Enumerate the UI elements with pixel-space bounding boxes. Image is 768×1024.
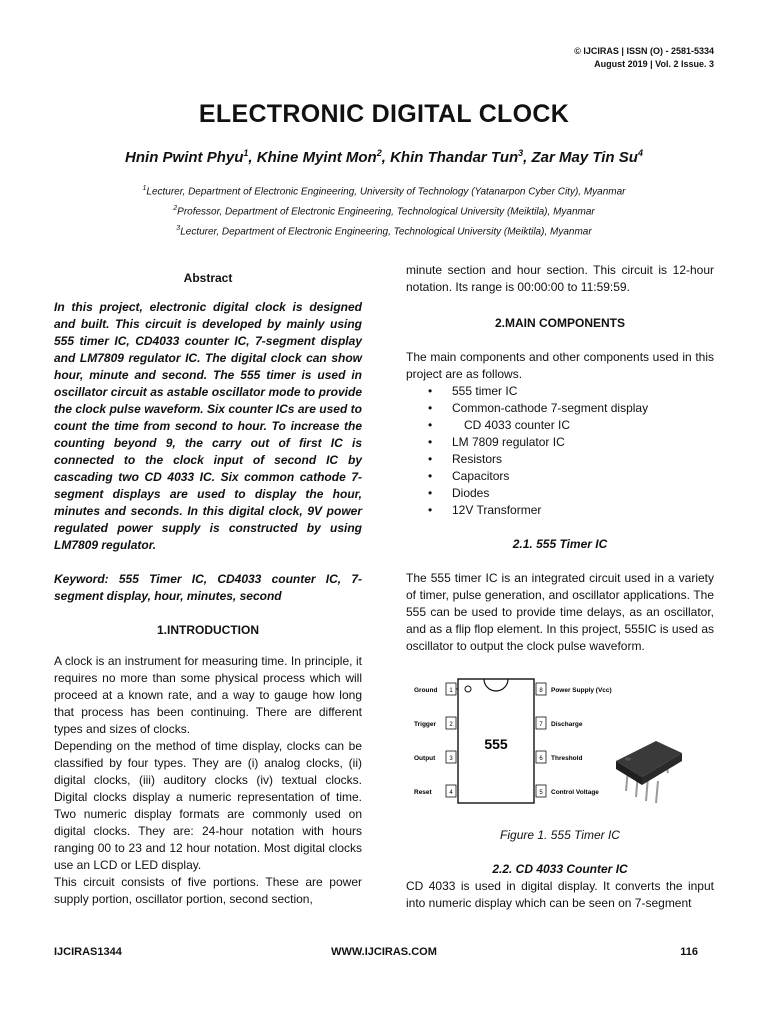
list-item: • 12V Transformer xyxy=(452,502,714,519)
pin-number: 8 xyxy=(539,688,543,694)
affiliation-sup: 2 xyxy=(173,204,178,212)
right-pin-6 xyxy=(536,751,582,763)
counter-body: CD 4033 is used in digital display. It converts the input into numeric display which can be seen on 7-segment xyxy=(406,879,714,910)
intro-paragraph-2: Depending on the method of time display, clocks can be classified by four types. They are (i) analog clocks, (ii) digital clocks, (iii) auditory clocks (iv) textual clocks. Digital clocks display a numeric representation of time. Two numeric display formats are commonly used on digital clocks. They are: 24-hour notation with hours ranging 00 to 23 and 12 hour notation. Most digital clocks use an LCD or LED display. xyxy=(54,739,362,872)
intro-paragraph-3: This circuit consists of five portions. These are power supply portion, oscillator portion, second section, xyxy=(54,875,362,906)
main-components-heading: 2.MAIN COMPONENTS xyxy=(494,316,625,330)
abstract-heading: Abstract xyxy=(183,271,233,285)
pin-label: Control Voltage xyxy=(551,789,599,796)
list-item: • Capacitors xyxy=(452,468,714,485)
pin-number: 4 xyxy=(449,790,453,796)
right-pin-8 xyxy=(536,683,612,695)
pin-number: 5 xyxy=(539,790,543,796)
page-number: 116 xyxy=(680,946,698,958)
counter-heading: 2.2. CD 4033 Counter IC xyxy=(492,862,628,876)
ic-photo xyxy=(616,741,682,803)
left-pin-1 xyxy=(414,683,458,695)
pin-label: Threshold xyxy=(551,755,583,762)
intro-paragraph-3-continued: minute section and hour section. This circuit is 12-hour notation. Its range is 00:00:00 to 11:59:59. xyxy=(406,263,714,294)
pin-number: 2 xyxy=(449,722,453,728)
author-sup: 1 xyxy=(243,148,249,158)
affiliations xyxy=(0,181,768,240)
author-list: Hnin Pwint Phyu$^1$, Khine Myint Mon$^2$, Khin Thandar Tun$^3$, Zar May Tin Su$^4$ xyxy=(125,148,643,166)
author-name: Hnin Pwint Phyu xyxy=(125,149,244,166)
affiliation-line xyxy=(0,221,768,241)
timer-body: The 555 timer IC is an integrated circuit used in a variety of timer, pulse generation, and oscillator applications. The 555 can be used to provide time delays, as an oscillator, and as a flip flop element. In this project, 555IC is used as oscillator to output the clock pulse waveform. xyxy=(406,571,714,653)
list-item: • LM 7809 regulator IC xyxy=(452,434,714,451)
list-item: • 555 timer IC xyxy=(452,383,714,400)
pin-number: 1 xyxy=(449,688,453,694)
intro-heading: 1.INTRODUCTION xyxy=(157,623,259,637)
right-column xyxy=(406,262,714,912)
pin-label: Trigger xyxy=(414,721,437,728)
author-name: Khin Thandar Tun xyxy=(390,149,519,166)
pin-label: Reset xyxy=(414,789,432,796)
footer-website: WWW.IJCIRAS.COM xyxy=(331,946,437,958)
pin-label: Power Supply (Vcc) xyxy=(551,687,612,694)
pin-label: Output xyxy=(414,755,436,762)
left-column xyxy=(54,262,362,908)
left-pin-2 xyxy=(414,717,456,729)
left-pin-4 xyxy=(414,785,456,797)
right-pin-5 xyxy=(536,785,599,797)
affiliation-sup: 1 xyxy=(142,185,147,192)
journal-issn: © IJCIRAS | ISSN (O) - 2581-5334 xyxy=(574,46,714,56)
list-item: • Diodes xyxy=(452,485,714,502)
pinout-diagram xyxy=(406,669,712,819)
pin-label: Discharge xyxy=(551,721,583,728)
affiliation-line xyxy=(0,201,768,221)
author-name: Khine Myint Mon xyxy=(256,149,377,166)
author-sup: 4 xyxy=(637,148,643,158)
list-item: • Common-cathode 7-segment display xyxy=(452,400,714,417)
affiliation-text: Professor, Department of Electronic Engineering, Technological University (Meiktila), Myanmar xyxy=(177,206,595,218)
author-name: Zar May Tin Su xyxy=(531,149,638,166)
right-pin-7 xyxy=(536,717,583,729)
chip-label: 555 xyxy=(484,736,508,752)
pin-number: 7 xyxy=(539,722,543,728)
timer-heading: 2.1. 555 Timer IC xyxy=(512,537,608,551)
pin-number: 3 xyxy=(449,756,453,762)
intro-paragraph-1: A clock is an instrument for measuring time. In principle, it requires no more than some physical process which will proceed at a known rate, and a way to gauge how long that process has been continuing. There are different types and sizes of clocks. xyxy=(54,654,362,736)
list-item: • Resistors xyxy=(452,451,714,468)
main-components-intro: The main components and other components used in this project are as follows. xyxy=(406,350,714,381)
pin-number: 6 xyxy=(539,756,543,762)
keywords: Keyword: 555 Timer IC, CD4033 counter IC, 7-segment display, hour, minutes, second xyxy=(54,572,362,603)
list-item: • CD 4033 counter IC xyxy=(452,417,714,434)
affiliation-line xyxy=(0,181,768,201)
journal-issue: August 2019 | Vol. 2 Issue. 3 xyxy=(594,59,714,69)
paper-title: ELECTRONIC DIGITAL CLOCK xyxy=(198,100,570,128)
footer-paper-id: IJCIRAS1344 xyxy=(54,946,122,958)
affiliation-sup: 3 xyxy=(176,224,181,232)
author-sup: 3 xyxy=(518,148,524,158)
figure-caption: Figure 1. 555 Timer IC xyxy=(500,828,620,842)
component-list xyxy=(406,383,714,519)
author-sup: 2 xyxy=(376,148,382,158)
affiliation-text: Lecturer, Department of Electronic Engineering, University of Technology (Yatanarpon Cyber City), Myanmar xyxy=(146,186,626,198)
figure-555-timer xyxy=(406,669,712,819)
left-pin-3 xyxy=(414,751,456,763)
pin-label: Ground xyxy=(414,687,438,694)
affiliation-text: Lecturer, Department of Electronic Engineering, Technological University (Meiktila), Myanmar xyxy=(180,225,592,237)
abstract-body: In this project, electronic digital clock is designed and built. This circuit is developed by mainly using 555 timer IC, CD4033 counter IC, 7-segment display and LM7809 regulator IC. The digital clock can show hour, minute and second. The 555 timer is used in oscillator circuit as astable oscillator mode to provide the clock pulse waveform. Six counter ICs are used to count the time from second to hour. To increase the counting beyond 9, the carry out of first IC is connected to the clock input of second IC by cascading two CD 4033 IC. Six common cathode 7-segment displays are used to display the hour, minutes and seconds. In this digital clock, 9V power regulated power supply is constructed by using LM7809 regulator. xyxy=(54,300,362,552)
journal-header xyxy=(574,45,714,71)
